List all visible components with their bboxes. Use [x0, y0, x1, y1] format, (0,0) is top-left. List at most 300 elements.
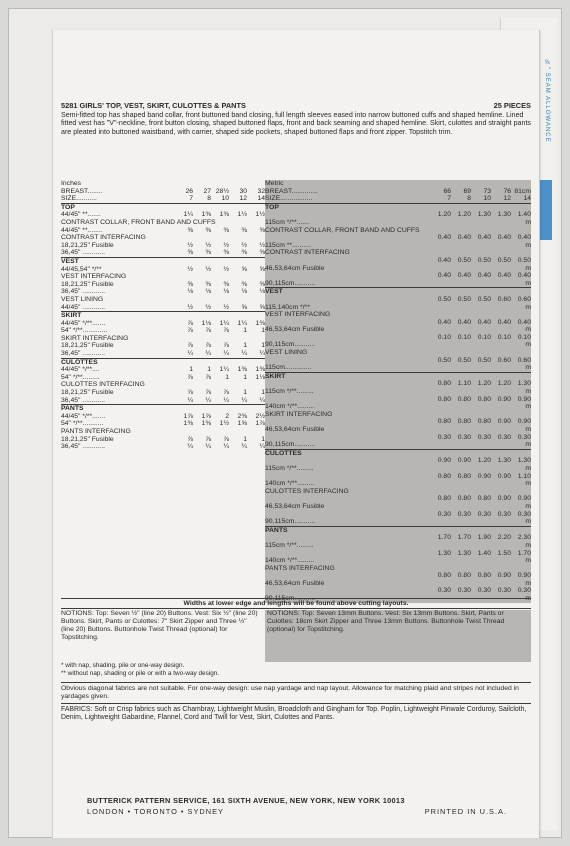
metric-yardage-row	[265, 495, 531, 510]
imperial-yardage-row	[61, 350, 265, 358]
imperial-yardage-value: 1½	[255, 211, 265, 219]
imperial-fabric-label: CONTRAST COLLAR, FRONT BAND AND CUFFS	[61, 218, 216, 226]
imperial-yardage-row	[61, 227, 265, 235]
metric-yardage-values	[431, 572, 531, 587]
metric-fabric-label: VEST INTERFACING	[265, 311, 331, 319]
imperial-yardage-value: 1¼	[237, 319, 247, 327]
metric-yardage-values	[431, 272, 531, 287]
imperial-yardage-value: ⅜	[187, 280, 193, 288]
imperial-yardage-value: 1⅛	[201, 319, 211, 327]
imperial-section-pants	[61, 404, 265, 451]
metric-yardage-value: 0.80	[477, 495, 491, 503]
metric-yardage-value: 1.70	[457, 534, 471, 542]
imperial-fabric-label: 44/45" */**....	[61, 366, 100, 374]
imperial-yardage-value: 1½	[237, 211, 247, 219]
imperial-yardage-values	[175, 342, 265, 350]
fabrics-note: FABRICS: Soft or Crisp fabrics such as Chambray, Lightweight Muslin, Broadcloth and Gingham for Top. Poplin, Lightweight Pinwale Corduroy, Sailcloth, Denim, Lightweight Gabardine, Flannel, Cord and Twill for Vest, Skirt, Culottes and Pants.	[61, 706, 527, 721]
metric-yardage-value: 0.30	[457, 510, 471, 518]
metric-yardage-row	[265, 349, 531, 357]
imperial-sizes-value: 14	[257, 195, 265, 203]
imperial-yardage-value: ⅝	[259, 303, 265, 311]
metric-sizes-value: 12	[503, 195, 511, 203]
metric-yardage-row	[265, 380, 531, 395]
metric-yardage-value: 0.80	[477, 418, 491, 426]
metric-yardage-row	[265, 334, 531, 349]
metric-yardage-row	[265, 211, 531, 226]
metric-yardage-values	[431, 357, 531, 372]
imperial-header	[61, 180, 265, 203]
metric-yardage-value: 1.30 m	[517, 457, 531, 472]
imperial-yardage-value: ¼	[241, 396, 247, 404]
metric-yardage-value: 0.50	[497, 256, 511, 264]
metric-fabric-label: 46,53,64cm Fusible	[265, 426, 325, 433]
imperial-yardage-row	[61, 242, 265, 250]
metric-yardage-value: 0.40	[497, 234, 511, 242]
imperial-yardage-value: ¼	[259, 396, 265, 404]
metric-fabric-label: SKIRT INTERFACING	[265, 410, 333, 418]
metric-yardage-row	[265, 227, 531, 235]
imperial-yardage-row	[61, 211, 265, 219]
imperial-yardage-row	[61, 281, 265, 289]
metric-yardage-value: 0.90 m	[517, 395, 531, 411]
imperial-yardage-value: ¼	[259, 443, 265, 451]
metric-yardage-value: 1.20	[477, 380, 491, 388]
imperial-yardage-values	[175, 266, 265, 274]
imperial-yardage-value: ⅜	[241, 249, 247, 257]
metric-yardage-values	[431, 534, 531, 549]
imperial-yardage-row	[61, 327, 265, 335]
metric-yardage-value: 0.80	[477, 572, 491, 580]
imperial-yardage-row	[61, 413, 265, 421]
metric-yardage-value: 0.40	[477, 234, 491, 242]
imperial-yardage-value: 1⅛	[255, 373, 265, 381]
imperial-sizes-value: 10	[221, 195, 229, 203]
imperial-fabric-label: 18,21,25" Fusible	[61, 280, 114, 288]
metric-header	[265, 180, 531, 203]
imperial-yardage-value: 1¼	[219, 319, 229, 327]
metric-yardage-value: 0.90	[497, 472, 511, 480]
metric-yardage-value: 0.90 m	[517, 418, 531, 433]
metric-fabric-label: 90,115cm...........	[265, 518, 316, 526]
metric-breast-values	[431, 188, 531, 196]
imperial-yardage-value: 1	[243, 435, 247, 443]
metric-yardage-values	[431, 380, 531, 395]
imperial-yardage-values	[175, 304, 265, 312]
imperial-breast-value: 30	[239, 187, 247, 195]
imperial-yardage-value: 1	[261, 435, 265, 443]
imperial-yardage-row	[61, 335, 265, 343]
imperial-yardage-row	[61, 249, 265, 257]
metric-fabric-label: CULOTTES INTERFACING	[265, 487, 349, 495]
metric-fabric-label: 115cm */**.........	[265, 388, 314, 396]
metric-yardage-value: 0.40	[457, 318, 471, 326]
metric-yardage-value: 0.30	[497, 587, 511, 595]
imperial-yardage-value: ¼	[223, 350, 229, 358]
metric-yardage-value: 0.50	[477, 356, 491, 364]
metric-yardage-value: 0.60	[497, 295, 511, 303]
metric-yardage-value: 0.10	[497, 333, 511, 341]
metric-yardage-values	[431, 334, 531, 349]
metric-section-title: VEST	[265, 288, 283, 296]
metric-yardage-value: 2.30 m	[517, 534, 531, 549]
metric-fabric-label: 115cm */**.........	[265, 541, 314, 549]
imperial-yardage-row	[61, 389, 265, 397]
metric-section-title: CULOTTES	[265, 449, 302, 457]
imperial-yardage-value: ⅜	[259, 280, 265, 288]
imperial-yardage-value: ¼	[223, 396, 229, 404]
imperial-fabric-label: CULOTTES INTERFACING	[61, 381, 145, 389]
imperial-yardage-value: 1	[243, 389, 247, 397]
metric-yardage-value: 0.30	[437, 433, 451, 441]
notions-imperial: NOTIONS: Top: Seven ½" (line 20) Buttons. Vest: Six ½" (line 20) Buttons. Skirt, Pants or Culottes: 7" Skirt Zipper and Three ½" (line 20) Buttons. Buttonhole Twist Thread (optional) for Topstitching.	[61, 610, 258, 641]
metric-breast-value: 76	[503, 187, 511, 195]
imperial-yardage-value: 1⅜	[201, 211, 211, 219]
imperial-yardage-value: 1	[243, 342, 247, 350]
metric-yardage-values	[431, 211, 531, 226]
metric-yardage-value: 1.70 m	[517, 549, 531, 565]
imperial-yardage-values	[175, 397, 265, 405]
imperial-yardage-value: ¼	[187, 396, 193, 404]
metric-fabric-label: PANTS INTERFACING	[265, 564, 335, 572]
imperial-fabric-label: 54" */**.........	[61, 373, 100, 381]
imperial-yardage-value: ⅜	[241, 226, 247, 234]
imperial-sizes-row	[61, 195, 265, 203]
imperial-yardage-value: ⅝	[241, 303, 247, 311]
metric-yardage-value: 0.80	[437, 395, 451, 403]
metric-yardage-value: 0.30	[437, 510, 451, 518]
imperial-fabric-label: PANTS INTERFACING	[61, 428, 131, 435]
metric-yardage-value: 0.10 m	[517, 333, 531, 349]
metric-yardage-values	[431, 434, 531, 449]
metric-fabric-label: CONTRAST INTERFACING	[265, 249, 350, 257]
metric-yardage-row	[265, 418, 531, 433]
imperial-yardage-value: ⅛	[223, 288, 229, 296]
metric-yardage-row	[265, 473, 531, 488]
diagonal-note: Obvious diagonal fabrics are not suitable. For one-way design: use nap yardage and nap layout. Allowance for matching plaid and stripes not included in yardages given.	[61, 682, 531, 704]
imperial-breast-row	[61, 188, 265, 196]
metric-yardage-value: 0.80	[457, 472, 471, 480]
metric-yardage-values	[431, 457, 531, 472]
imperial-breast-value: 26	[185, 187, 193, 195]
metric-sizes-label: SIZE.................	[265, 195, 313, 203]
imperial-sizes-value: 12	[239, 195, 247, 203]
imperial-yardage-value: ⅞	[223, 342, 229, 350]
imperial-yardage-value: ⅞	[187, 373, 193, 381]
metric-fabric-label: 90,115cm...........	[265, 341, 316, 349]
imperial-yardage-value: ⅛	[259, 288, 265, 296]
metric-yardage-values	[431, 550, 531, 565]
imperial-yardage-value: ⅞	[187, 342, 193, 350]
imperial-yardage-values	[175, 374, 265, 382]
metric-yardage-value: 0.80	[477, 395, 491, 403]
metric-fabric-label: 140cm */**.........	[265, 557, 315, 565]
metric-breast-label: BREAST..............	[265, 187, 318, 195]
metric-yardage-values	[431, 234, 531, 249]
metric-yardage-value: 1.30	[457, 549, 471, 557]
imperial-fabric-label: 44/45" **........	[61, 226, 103, 234]
metric-yardage-value: 0.30	[477, 433, 491, 441]
imperial-yardage-value: 1⅜	[201, 420, 211, 428]
imperial-yardage-row	[61, 374, 265, 382]
metric-yardage-row	[265, 550, 531, 565]
imperial-yardage-values	[175, 443, 265, 451]
widths-note: Widths at lower edge and lengths will be found above cutting layouts.	[61, 598, 531, 609]
metric-yardage-values	[431, 511, 531, 526]
imperial-yardage-row	[61, 296, 265, 304]
metric-yardage-value: 0.80	[437, 572, 451, 580]
metric-yardage-value: 0.30	[437, 587, 451, 595]
imperial-yardage-value: ¼	[187, 443, 193, 451]
metric-yardage-row	[265, 319, 531, 334]
imperial-yardage-values	[175, 350, 265, 358]
metric-yardage-values	[431, 319, 531, 334]
imperial-yardage-value: ¼	[223, 443, 229, 451]
imperial-fabric-label: 36,45" ............	[61, 288, 105, 296]
metric-yardage-value: 0.80	[457, 395, 471, 403]
metric-section-title: PANTS	[265, 526, 288, 534]
metric-breast-value: 69	[463, 187, 471, 195]
imperial-fabric-label: 18,21,25" Fusible	[61, 435, 114, 443]
imperial-yardage-value: ⅞	[223, 435, 229, 443]
metric-yardage-values	[431, 257, 531, 272]
imperial-yardage-value: ⅞	[187, 435, 193, 443]
imperial-yardage-value: ⅜	[223, 249, 229, 257]
metric-fabric-label: 46,53,64cm Fusible	[265, 502, 325, 510]
imperial-yardage-row	[61, 443, 265, 451]
imperial-section-skirt	[61, 311, 265, 358]
imperial-yardage-value: 1	[189, 366, 193, 374]
metric-yardage-row	[265, 272, 531, 287]
imperial-yardage-value: ⅞	[223, 327, 229, 335]
metric-yardage-row	[265, 511, 531, 526]
metric-yardage-value: 1.30	[497, 457, 511, 465]
metric-yardage-value: 0.30	[457, 587, 471, 595]
metric-yardage-value: 0.90	[497, 395, 511, 403]
imperial-fabric-label: 18,21,25" Fusible	[61, 342, 114, 350]
imperial-yardage-values	[175, 420, 265, 428]
imperial-yardage-value: ½	[259, 241, 265, 249]
imperial-section-title: PANTS	[61, 405, 84, 413]
imperial-fabric-label: SKIRT INTERFACING	[61, 334, 129, 342]
nap-notes	[61, 662, 531, 677]
notions-metric: NOTIONS: Top: Seven 13mm Buttons. Vest: Six 13mm Buttons. Skirt, Pants or Culottes: 18cm Skirt Zipper and Three 13mm Buttons. Buttonhole Twist Thread (optional) for Topstitching.	[265, 610, 531, 662]
metric-yardage-row	[265, 311, 531, 319]
metric-section-pants	[265, 526, 531, 603]
metric-fabric-label: 90,115cm...........	[265, 595, 316, 603]
imperial-fabric-label: 36,45" ............	[61, 396, 105, 404]
metric-yardage-value: 0.40 m	[517, 318, 531, 334]
metric-breast-value: 73	[483, 187, 491, 195]
imperial-yardage-row	[61, 219, 265, 227]
imperial-yardage-value: ⅜	[205, 280, 211, 288]
imperial-yardage-value: 1⅞	[183, 412, 193, 420]
metric-yardage-value: 1.30	[477, 211, 491, 219]
imperial-fabric-label: 36,45" ............	[61, 350, 105, 358]
metric-sizes-value: 14	[523, 195, 531, 203]
imperial-yardage-row	[61, 288, 265, 296]
imperial-column	[61, 180, 265, 451]
metric-yardage-row	[265, 357, 531, 372]
imperial-yardage-values	[175, 366, 265, 374]
metric-yardage-value: 1.90	[477, 534, 491, 542]
publisher-cities: LONDON • TORONTO • SYDNEY	[87, 807, 224, 816]
metric-yardage-value: 1.30 m	[517, 380, 531, 396]
imperial-yardage-value: ½	[187, 241, 193, 249]
metric-yardage-value: 1.50	[497, 549, 511, 557]
pattern-header	[61, 102, 531, 136]
metric-yardage-value: 0.50	[437, 295, 451, 303]
metric-yardage-value: 0.80	[437, 418, 451, 426]
metric-sizes-values	[431, 195, 531, 203]
metric-yardage-value: 0.80	[457, 572, 471, 580]
imperial-fabric-label: VEST INTERFACING	[61, 273, 127, 281]
metric-fabric-label: 140cm */**.........	[265, 403, 315, 411]
imperial-yardage-value: ¼	[259, 350, 265, 358]
metric-sizes-row	[265, 195, 531, 203]
metric-sizes-value: 7	[447, 195, 451, 203]
metric-fabric-label: 90,115cm...........	[265, 279, 316, 287]
seam-allowance-label: ⅝" SEAM ALLOWANCE	[544, 60, 550, 143]
imperial-yardage-value: ⅜	[241, 280, 247, 288]
metric-fabric-label: 115cm **..........	[265, 241, 311, 249]
metric-fabric-label: 115cm */**.......	[265, 218, 310, 226]
imperial-yardage-values	[175, 249, 265, 257]
metric-yardage-row	[265, 396, 531, 411]
imperial-yardage-value: 1	[261, 389, 265, 397]
metric-yardage-value: 0.60	[497, 356, 511, 364]
metric-column	[265, 180, 531, 603]
metric-yardage-value: 1.20	[497, 380, 511, 388]
nap-note: ** without nap, shading or pile or with a two-way design.	[61, 669, 220, 677]
metric-yardage-value: 1.30	[437, 549, 451, 557]
imperial-fabric-label: 44/45" **.......	[61, 211, 101, 219]
imperial-yardage-row	[61, 428, 265, 436]
imperial-breast-value: 28½	[215, 187, 229, 195]
imperial-yardage-row	[61, 320, 265, 328]
metric-sizes-value: 10	[483, 195, 491, 203]
imperial-yardage-value: ½	[223, 241, 229, 249]
imperial-yardage-value: ⅛	[205, 288, 211, 296]
pattern-number: 5281	[61, 101, 78, 110]
imperial-yardage-value: 1	[261, 342, 265, 350]
imperial-breast-value: 32	[257, 187, 265, 195]
imperial-yardage-row	[61, 381, 265, 389]
metric-section-skirt	[265, 372, 531, 449]
metric-section-top	[265, 203, 531, 288]
imperial-yardage-value: 1	[207, 366, 211, 374]
imperial-yardage-value: ⅝	[259, 265, 265, 273]
publisher-footer	[87, 796, 557, 816]
imperial-sizes-value: 8	[207, 195, 211, 203]
imperial-fabric-label: 54" */**.............	[61, 327, 108, 335]
metric-yardage-values	[431, 296, 531, 311]
metric-fabric-label: 115,140cm */**	[265, 303, 310, 311]
metric-yardage-value: 2.20	[497, 534, 511, 542]
imperial-yardage-value: ⅜	[259, 226, 265, 234]
imperial-fabric-label: 36,45" ............	[61, 249, 105, 257]
imperial-yardage-value: ⅝	[241, 265, 247, 273]
imperial-yardage-value: 1⅜	[183, 420, 193, 428]
imperial-section-title: VEST	[61, 257, 79, 265]
metric-yardage-value: 0.80	[457, 418, 471, 426]
imperial-yardage-value: 1⅞	[201, 412, 211, 420]
imperial-yardage-value: ¼	[241, 443, 247, 451]
imperial-yardage-row	[61, 342, 265, 350]
metric-section-vest	[265, 287, 531, 372]
metric-fabric-label: 115cm..............	[265, 364, 312, 372]
metric-yardage-value: 0.30 m	[517, 510, 531, 526]
imperial-section-title: SKIRT	[61, 312, 82, 320]
metric-yardage-values	[431, 418, 531, 433]
imperial-yardage-row	[61, 366, 265, 374]
metric-yardage-value: 0.60 m	[517, 295, 531, 311]
pattern-title: GIRLS' TOP, VEST, SKIRT, CULOTTES & PANTS	[79, 101, 246, 110]
imperial-yardage-value: ½	[223, 265, 229, 273]
imperial-yardage-value: ¼	[187, 350, 193, 358]
imperial-yardage-value: ⅜	[187, 249, 193, 257]
metric-yardage-value: 0.40	[437, 272, 451, 280]
metric-yardage-value: 0.30	[497, 510, 511, 518]
imperial-fabric-label: 18,21,25" Fusible	[61, 389, 114, 397]
metric-yardage-value: 0.40	[477, 272, 491, 280]
metric-yardage-value: 0.90	[477, 472, 491, 480]
metric-yardage-value: 0.40	[477, 318, 491, 326]
imperial-yardage-value: 1⅜	[219, 211, 229, 219]
pattern-description: Semi-fitted top has shaped band collar, front buttoned band closing, full length sleeves eased into narrow buttoned cuffs and shaped hemline. Lined fitted vest has "V"-neckline, front button closing, shaped buttoned flaps, front and back seaming and shaped hemline. Skirt, culottes and straight pants are pleated into buttoned waistband, with carrier, shaped side pockets, shaped buttoned flaps and front zipper. Topstitch trim.	[61, 111, 531, 136]
metric-yardage-value: 0.40	[497, 272, 511, 280]
imperial-yardage-row	[61, 234, 265, 242]
metric-yardage-value: 1.10 m	[517, 472, 531, 488]
imperial-yardage-value: 1	[261, 327, 265, 335]
metric-fabric-label: 46,53,64cm Fusible	[265, 579, 325, 587]
metric-yardage-value: 0.80	[437, 472, 451, 480]
metric-yardage-value: 0.50 m	[517, 256, 531, 272]
imperial-yardage-row	[61, 273, 265, 281]
metric-yardage-values	[431, 495, 531, 510]
imperial-fabric-label: 18,21,25" Fusible	[61, 241, 114, 249]
metric-fabric-label: VEST LINING	[265, 349, 308, 357]
imperial-yardage-value: ⅞	[187, 327, 193, 335]
metric-yardage-value: 0.60 m	[517, 356, 531, 372]
metric-yardage-value: 0.80	[437, 380, 451, 388]
imperial-yardage-value: 2	[225, 412, 229, 420]
metric-yardage-value: 0.40 m	[517, 272, 531, 287]
metric-fabric-label: CONTRAST COLLAR, FRONT BAND AND CUFFS	[265, 226, 420, 234]
metric-yardage-value: 0.40	[437, 256, 451, 264]
imperial-yardage-value: 1⅞	[255, 420, 265, 428]
metric-yardage-value: 0.40	[457, 272, 471, 280]
publisher-address: BUTTERICK PATTERN SERVICE, 161 SIXTH AVENUE, NEW YORK, NEW YORK 10013	[87, 796, 405, 805]
imperial-yardage-value: ⅞	[205, 327, 211, 335]
metric-yardage-row	[265, 296, 531, 311]
imperial-yardage-row	[61, 266, 265, 274]
imperial-yardage-value: 1⅜	[255, 319, 265, 327]
metric-sizes-value: 8	[467, 195, 471, 203]
imperial-fabric-label: 36,45" ............	[61, 443, 105, 451]
imperial-yardage-value: ½	[223, 303, 229, 311]
imperial-fabric-label: 54" */**...........	[61, 420, 104, 428]
pattern-back-sheet	[52, 30, 540, 838]
metric-yardage-row	[265, 434, 531, 449]
printed-in: PRINTED IN U.S.A.	[424, 807, 507, 816]
metric-yardage-value: 0.80	[457, 495, 471, 503]
imperial-yardage-value: ¼	[205, 396, 211, 404]
imperial-yardage-value: 2⅜	[237, 412, 247, 420]
imperial-yardage-value: ⅞	[205, 373, 211, 381]
metric-yardage-value: 0.40	[437, 234, 451, 242]
imperial-section-top	[61, 203, 265, 257]
imperial-yardage-value: ½	[205, 303, 211, 311]
